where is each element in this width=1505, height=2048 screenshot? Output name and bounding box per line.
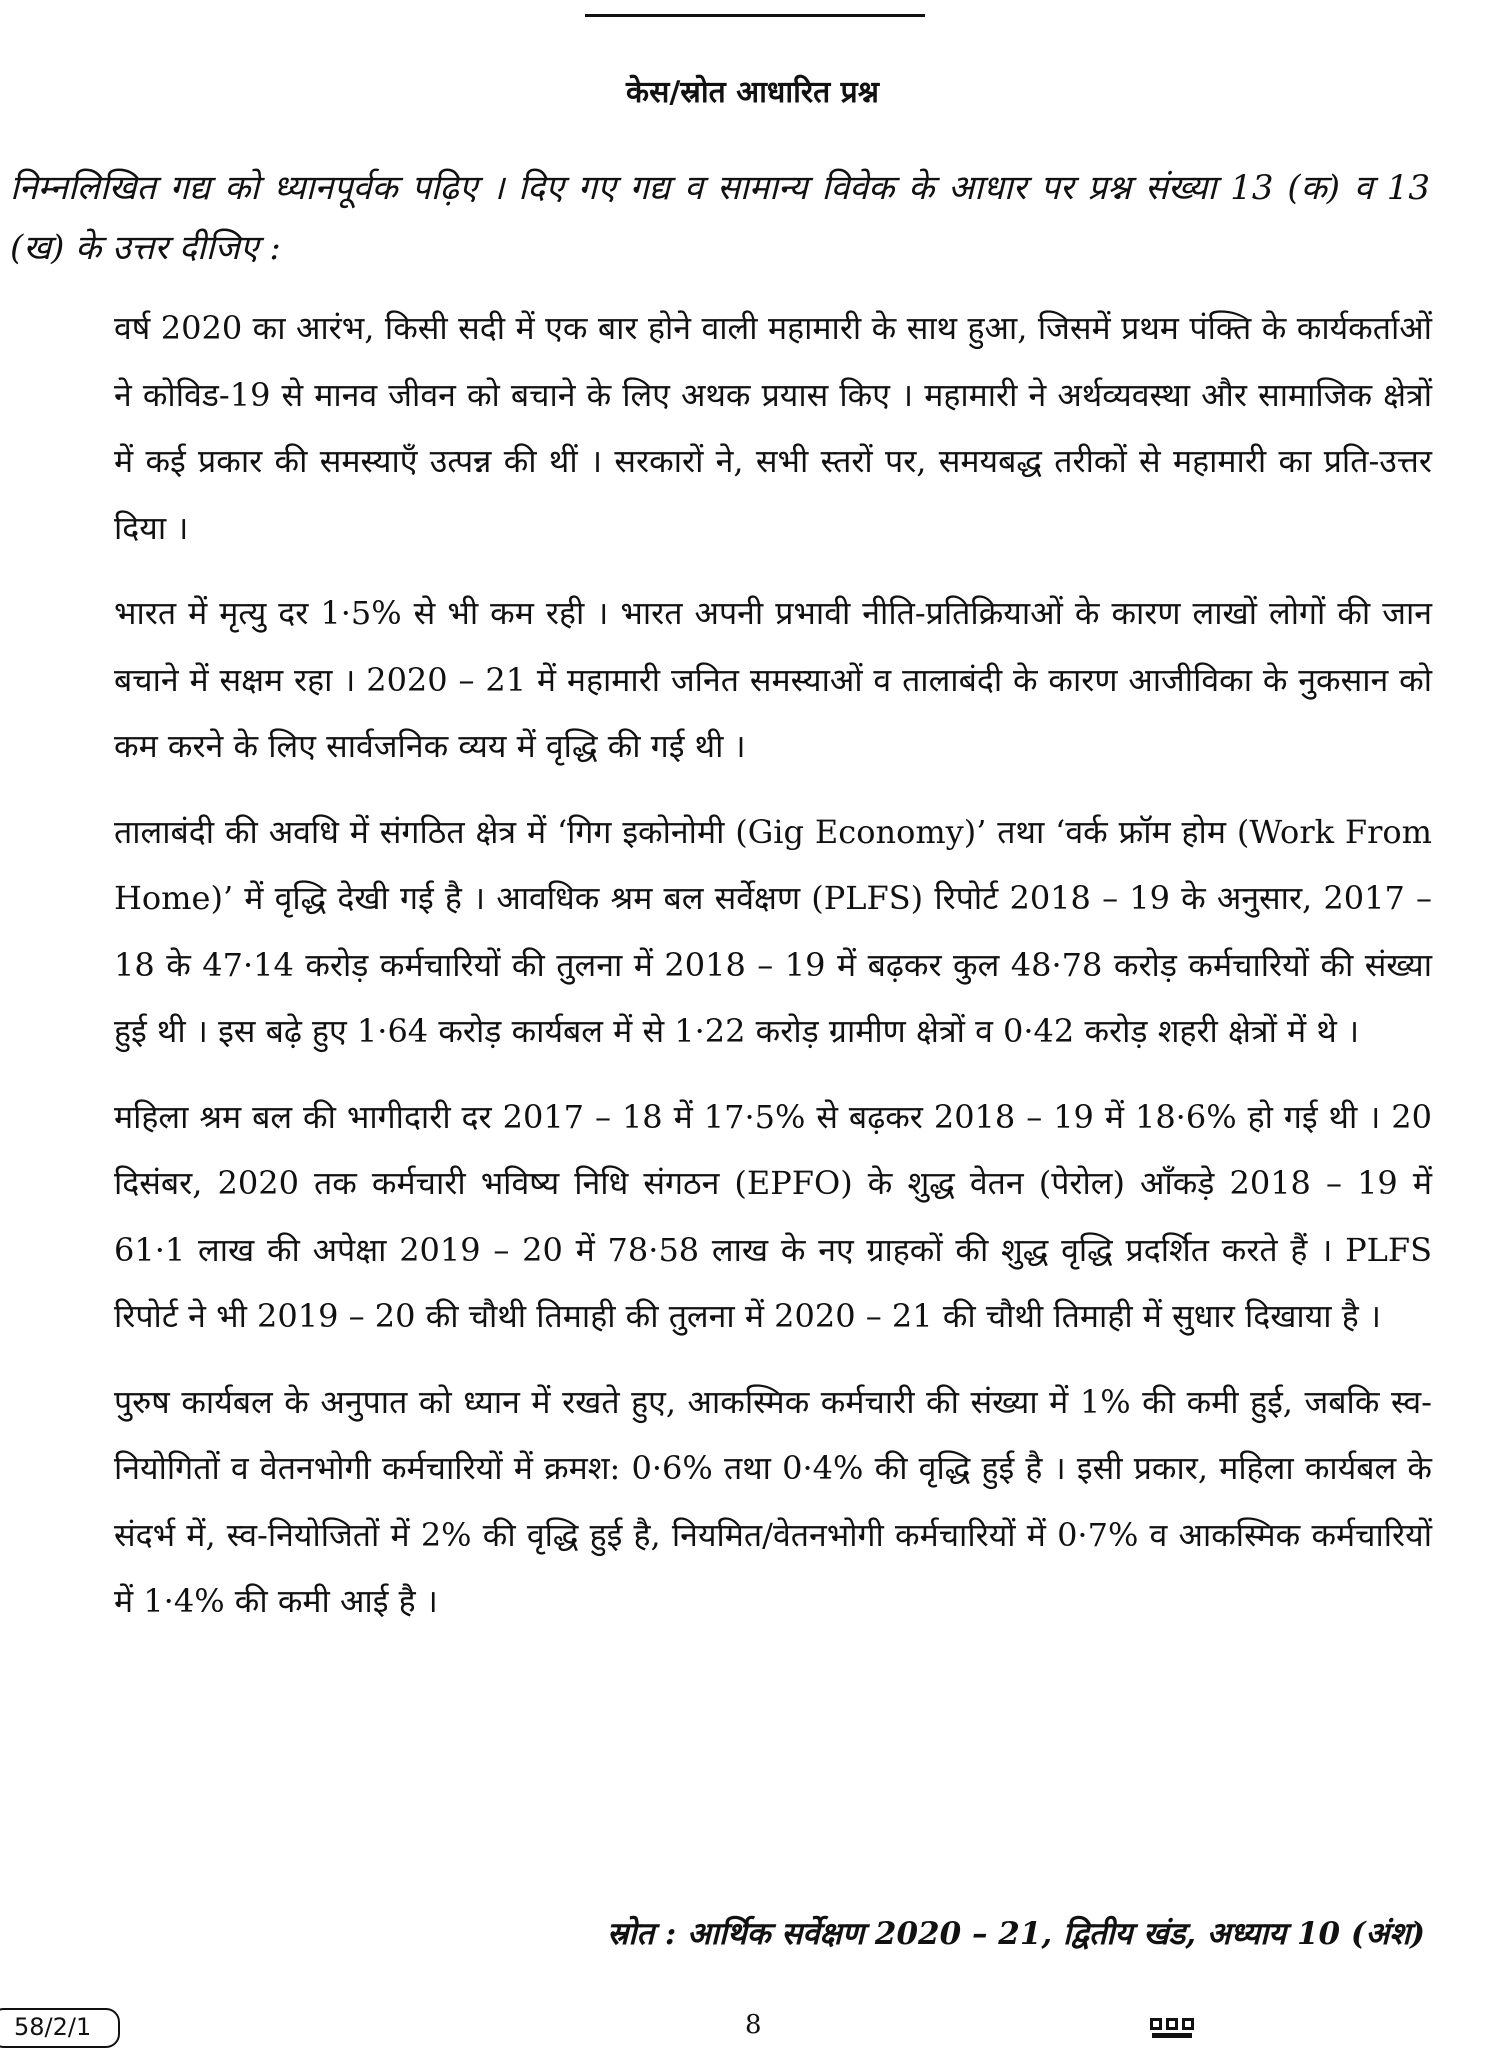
- question-paper-code: 58/2/1: [0, 2008, 120, 2048]
- passage-paragraph-4: महिला श्रम बल की भागीदारी दर 2017 – 18 में 17·5% से बढ़कर 2018 – 19 में 18·6% हो गई थी । 20 दिसंबर, 2020 तक कर्मचारी भविष्य निधि संगठन (EPFO) के शुद्ध वेतन (पेरोल) आँकड़े 2018 – 19 में 61·1 लाख की अपेक्षा 2019 – 20 में 78·58 लाख के नए ग्राहकों की शुद्ध वृद्धि प्रदर्शित करते हैं । PLFS रिपोर्ट ने भी 2019 – 20 की चौथी तिमाही की तुलना में 2020 – 21 की चौथी तिमाही में सुधार दिखाया है ।: [114, 1097, 1432, 1335]
- instruction-text: निम्नलिखित गद्य को ध्यानपूर्वक पढ़िए । दिए गए गद्य व सामान्य विवेक के आधार पर प्रश्न संख्या 13 (क) व 13 (ख) के उत्तर दीजिए :: [10, 168, 1430, 268]
- passage: [114, 295, 1432, 1654]
- qr-code-icon: [1150, 2018, 1194, 2038]
- passage-paragraph-5: पुरुष कार्यबल के अनुपात को ध्यान में रखते हुए, आकस्मिक कर्मचारी की संख्या में 1% की कमी हुई, जबकि स्व-नियोगितों व वेतनभोगी कर्मचारियों में क्रमश: 0·6% तथा 0·4% की वृद्धि हुई है । इसी प्रकार, महिला कार्यबल के संदर्भ में, स्व-नियोजितों में 2% की वृद्धि हुई है, नियमित/वेतनभोगी कर्मचारियों में 0·7% व आकस्मिक कर्मचारियों में 1·4% की कमी आई है ।: [114, 1382, 1432, 1620]
- page-number: 8: [745, 2010, 762, 2040]
- source-citation: स्रोत : आर्थिक सर्वेक्षण 2020 – 21, द्वितीय खंड, अध्याय 10 (अंश): [607, 1916, 1425, 1952]
- page-heading: केस/स्रोत आधारित प्रश्न: [626, 75, 879, 110]
- passage-paragraph-1: वर्ष 2020 का आरंभ, किसी सदी में एक बार होने वाली महामारी के साथ हुआ, जिसमें प्रथम पंक्ति के कार्यकर्ताओं ने कोविड-19 से मानव जीवन को बचाने के लिए अथक प्रयास किए । महामारी ने अर्थव्यवस्था और सामाजिक क्षेत्रों में कई प्रकार की समस्याएँ उत्पन्न की थीं । सरकारों ने, सभी स्तरों पर, समयबद्ध तरीकों से महामारी का प्रति-उत्तर दिया ।: [114, 309, 1432, 547]
- top-divider: [585, 14, 925, 17]
- passage-paragraph-2: भारत में मृत्यु दर 1·5% से भी कम रही । भारत अपनी प्रभावी नीति-प्रतिक्रियाओं के कारण लाखों लोगों की जान बचाने में सक्षम रहा । 2020 – 21 में महामारी जनित समस्याओं व तालाबंदी के कारण आजीविका के नुकसान को कम करने के लिए सार्वजनिक व्यय में वृद्धि की गई थी ।: [114, 594, 1432, 765]
- passage-paragraph-3: तालाबंदी की अवधि में संगठित क्षेत्र में ‘गिग इकोनोमी (Gig Economy)’ तथा ‘वर्क फ्रॉम होम (Work From Home)’ में वृद्धि देखी गई है । आवधिक श्रम बल सर्वेक्षण (PLFS) रिपोर्ट 2018 – 19 के अनुसार, 2017 – 18 के 47·14 करोड़ कर्मचारियों की तुलना में 2018 – 19 में बढ़कर कुल 48·78 करोड़ कर्मचारियों की संख्या हुई थी । इस बढ़े हुए 1·64 करोड़ कार्यबल में से 1·22 करोड़ ग्रामीण क्षेत्रों व 0·42 करोड़ शहरी क्षेत्रों में थे ।: [114, 812, 1432, 1050]
